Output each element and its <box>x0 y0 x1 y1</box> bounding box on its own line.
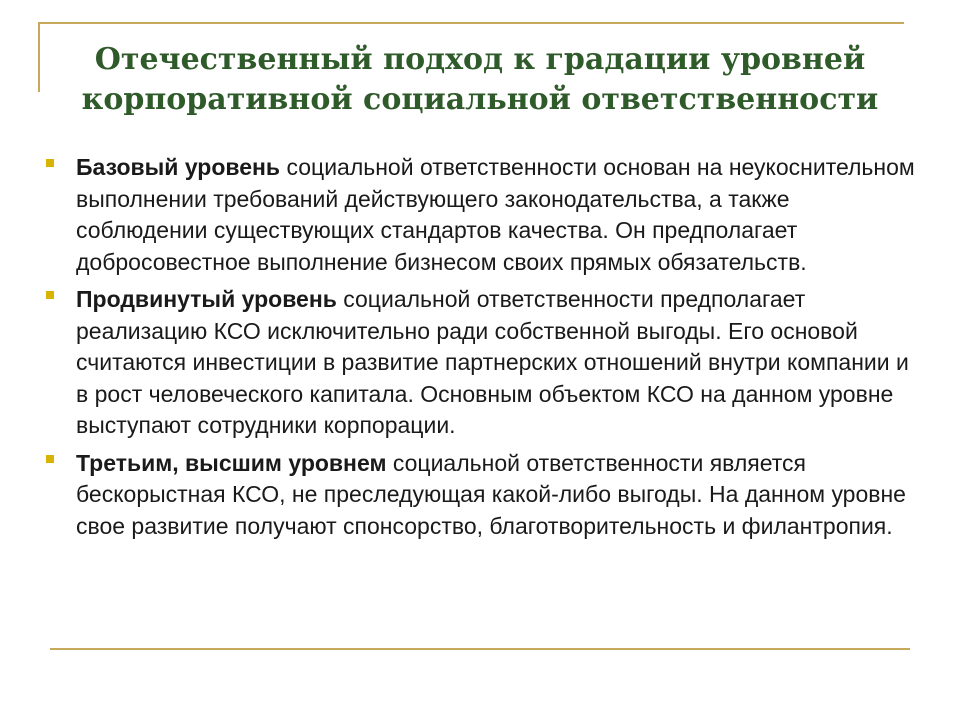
bullet-bold-term: Базовый уровень <box>76 154 281 180</box>
square-bullet-icon <box>46 291 54 299</box>
bullet-text <box>76 152 918 278</box>
bullet-item-advanced-level <box>46 284 918 442</box>
frame-bottom-line <box>50 648 910 650</box>
bullet-bold-term: Третьим, высшим уровнем <box>76 449 387 476</box>
square-bullet-icon <box>46 159 54 167</box>
bullet-bold-term: Продвинутый уровень <box>76 286 337 312</box>
slide-title <box>40 40 920 120</box>
title-line-2: корпоративной социальной ответственности <box>81 82 879 117</box>
bullet-text <box>76 448 918 543</box>
square-bullet-icon <box>46 455 54 463</box>
bullet-item-highest-level <box>46 448 918 543</box>
bullet-body: социальной ответственности предполагает реализацию КСО исключительно ради собственной выгоды. Его основой считаются инвестиции в развитие партнерских отношений внутри компании и в рост человеческого капитала. Основным объектом КСО на данном уровне выступают сотрудники корпорации. <box>76 286 909 438</box>
title-line-1: Отечественный подход к градации уровней <box>94 42 866 77</box>
bullet-item-basic-level <box>46 152 918 278</box>
bullet-list <box>46 152 918 548</box>
bullet-text <box>76 284 918 442</box>
bullet-body: социальной ответственности является бескорыстная КСО, не преследующая какой-либо выгоды. На данном уровне свое развитие получают спонсорство, благотворительность и филантропия. <box>76 449 906 539</box>
bullet-body: социальной ответственности основан на неукоснительном выполнении требований действующего законодательства, а также соблюдении существующих стандартов качества. Он предполагает добросовестное выполнение бизнесом своих прямых обязательств. <box>76 154 915 275</box>
frame-top-line <box>38 22 904 24</box>
